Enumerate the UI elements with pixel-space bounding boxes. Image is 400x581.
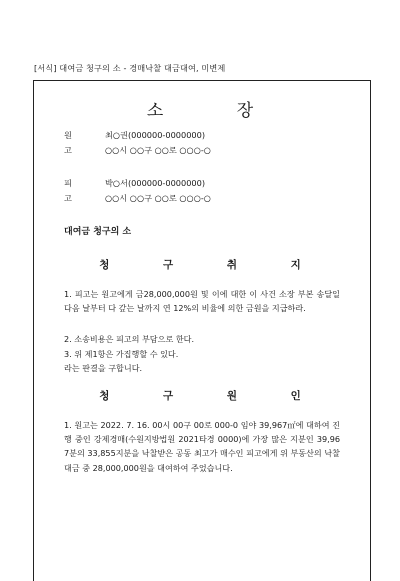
claim-heading: 청 구 취 지 bbox=[99, 259, 326, 271]
defendant-name: 박○서(000000-0000000) bbox=[105, 178, 206, 188]
claim-item-2: 2. 소송비용은 피고의 부담으로 한다. bbox=[64, 334, 195, 344]
defendant-address: ○○시 ○○구 ○○로 ○○○-○ bbox=[105, 193, 211, 203]
claim-item-1: 1. 피고는 원고에게 금28,000,000원 및 이에 대한 이 사건 소장 부본 송달일 다음 날부터 다 갚는 날까지 연 12%의 비율에 의한 금원을 지급하라. bbox=[64, 289, 340, 314]
cause-item-1: 1. 원고는 2022. 7. 16. 00시 00구 00로 000-0 임야 39,967㎡에 대하여 진행 중인 강제경매(수원지방법원 2021타경 0000)에 가장 많은 지분인 39,967분의 33,855지분을 낙찰받은 공동 최고가 매수인 피고에게 위 부동산의 낙찰대금 중 28,000,000원을 대여하여 주었습니다. bbox=[64, 420, 340, 473]
document-title: 소 장 bbox=[146, 101, 288, 121]
claim-closing: 라는 판결을 구합니다. bbox=[64, 363, 143, 373]
plaintiff-name: 최○권(000000-0000000) bbox=[105, 130, 206, 140]
plaintiff-address: ○○시 ○○구 ○○로 ○○○-○ bbox=[105, 145, 211, 155]
defendant-role: 피 고 bbox=[64, 178, 86, 203]
cause-heading: 청 구 원 인 bbox=[99, 390, 326, 402]
plaintiff-role: 원 고 bbox=[64, 130, 86, 155]
case-name: 대여금 청구의 소 bbox=[64, 227, 132, 237]
claim-item-3: 3. 위 제1항은 가집행할 수 있다. bbox=[64, 349, 179, 359]
form-caption: [서식] 대여금 청구의 소 - 경매낙찰 대금대여, 미변제 bbox=[34, 63, 226, 73]
